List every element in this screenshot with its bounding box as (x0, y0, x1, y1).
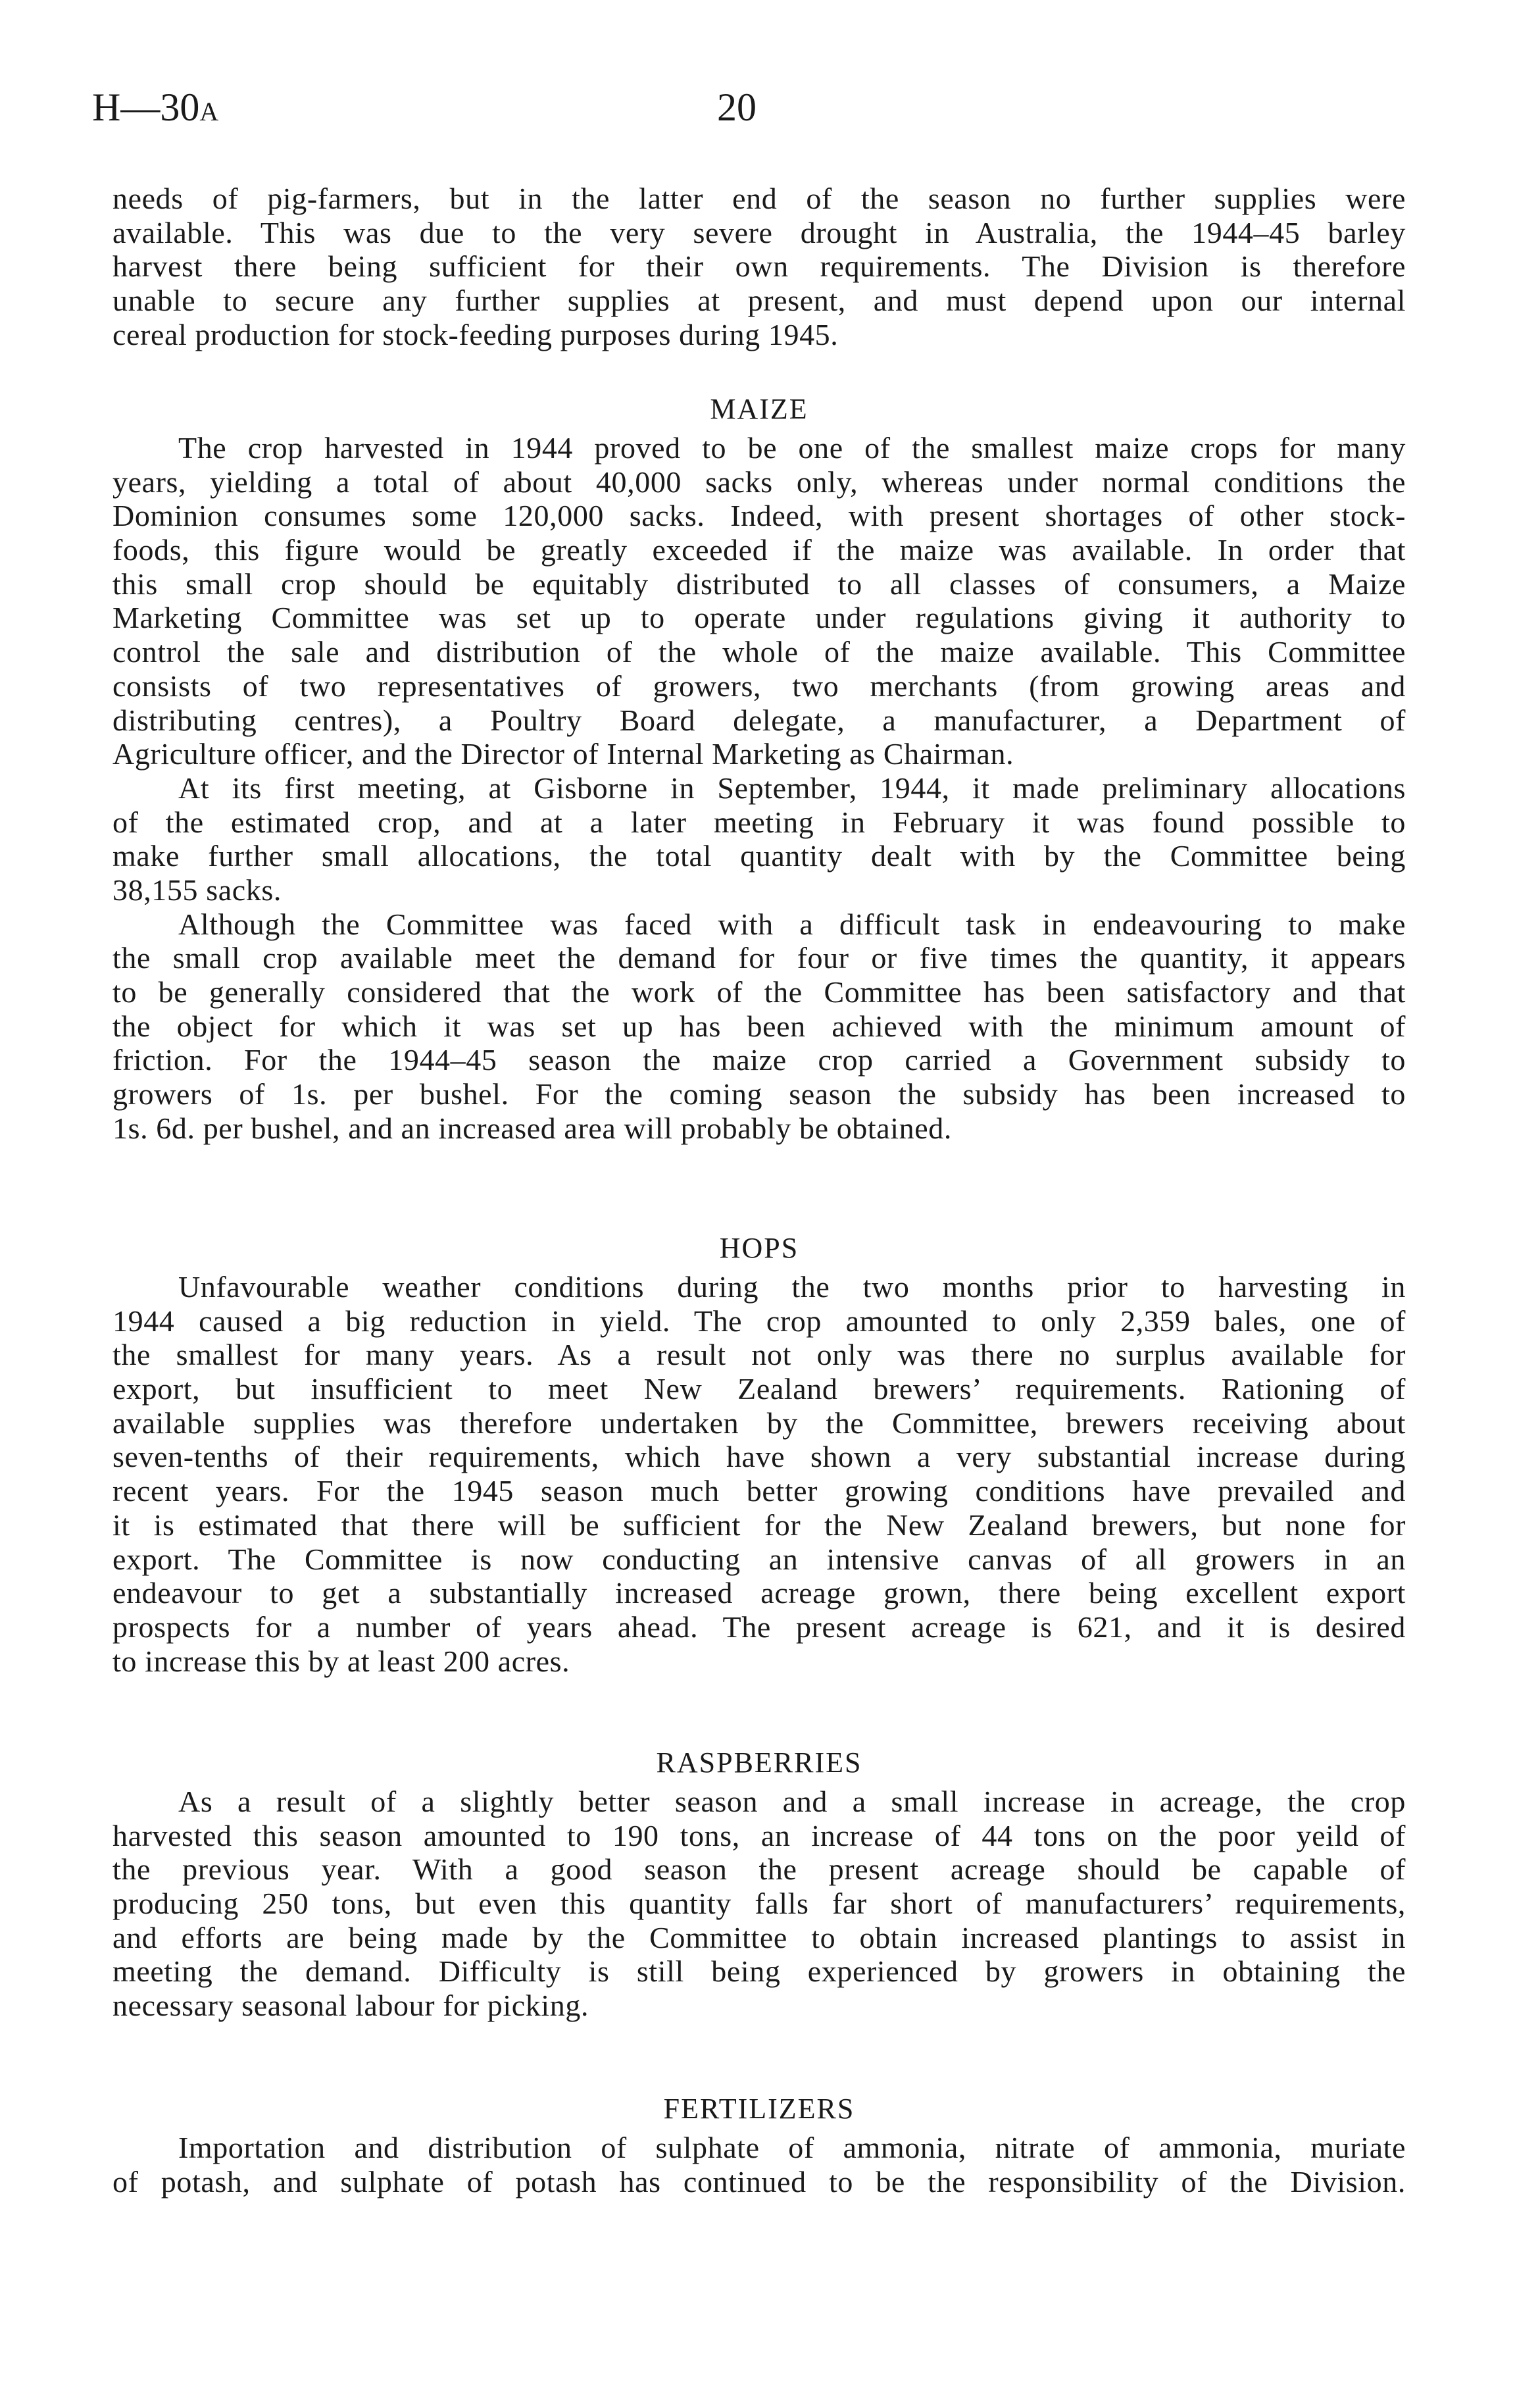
text-line: consists of two representatives of growers, two merchants (from growing areas and (112, 669, 1406, 703)
text-line: friction. For the 1944–45 season the maize crop carried a Government subsidy to (112, 1043, 1406, 1077)
text-line: meeting the demand. Difficulty is still being experienced by growers in obtaining the (112, 1954, 1406, 1989)
text-line: cereal production for stock-feeding purposes during 1945. (112, 317, 839, 351)
text-line: years, yielding a total of about 40,000 sacks only, whereas under normal conditions the (112, 465, 1406, 499)
text-line: Importation and distribution of sulphate of ammonia, nitrate of ammonia, muriate (178, 2131, 1406, 2164)
text-line: make further small allocations, the total quantity dealt with by the Committee being (112, 839, 1406, 873)
text-line: harvested this season amounted to 190 tons, an increase of 44 tons on the poor yeild of (112, 1818, 1406, 1852)
text-line: the previous year. With a good season the present acreage should be capable of (112, 1852, 1406, 1887)
text-line: of potash, and sulphate of potash has continued to be the responsibility of the Division. (112, 2164, 1406, 2199)
section-heading: MAIZE (710, 393, 808, 425)
text-line: export, but insufficient to meet New Zealand brewers’ requirements. Rationing of (112, 1372, 1406, 1406)
text-line: The crop harvested in 1944 proved to be one of the smallest maize crops for many (178, 431, 1406, 465)
text-line: foods, this figure would be greatly exceeded if the maize was available. In order that (112, 533, 1406, 567)
section-heading: RASPBERRIES (656, 1746, 862, 1779)
text-line: necessary seasonal labour for picking. (112, 1989, 589, 2023)
section-raspberries (112, 1746, 1406, 2023)
text-line: of the estimated crop, and at a later meeting in February it was found possible to (112, 805, 1406, 839)
section-heading: FERTILIZERS (663, 2093, 855, 2125)
text-line: growers of 1s. per bushel. For the coming season the subsidy has been increased to (112, 1077, 1406, 1111)
text-line: producing 250 tons, but even this quantity falls far short of manufacturers’ requirements, (112, 1887, 1406, 1921)
section-hops (112, 1231, 1406, 1678)
text-line: distributing centres), a Poultry Board delegate, a manufacturer, a Department of (112, 703, 1406, 737)
text-line: available. This was due to the very severe drought in Australia, the 1944–45 barley (112, 215, 1406, 249)
text-line: 1s. 6d. per bushel, and an increased area will probably be obtained. (112, 1111, 952, 1145)
text-line: the smallest for many years. As a result not only was there no surplus available for (112, 1338, 1406, 1372)
document-code-suffix: A (199, 97, 219, 126)
text-line: the object for which it was set up has been achieved with the minimum amount of (112, 1009, 1406, 1043)
text-line: export. The Committee is now conducting an intensive canvas of all growers in an (112, 1542, 1406, 1576)
text-line: this small crop should be equitably distributed to all classes of consumers, a Maize (112, 567, 1406, 601)
text-line: to increase this by at least 200 acres. (112, 1644, 570, 1678)
paragraph (112, 431, 1406, 771)
page-number: 20 (717, 86, 757, 129)
text-line: recent years. For the 1945 season much better growing conditions have prevailed and (112, 1474, 1406, 1508)
text-line: As a result of a slightly better season and a small increase in acreage, the crop (178, 1785, 1406, 1818)
text-line: to be generally considered that the work of the Committee has been satisfactory and that (112, 975, 1406, 1009)
document-code (92, 84, 218, 135)
text-line: At its first meeting, at Gisborne in September, 1944, it made preliminary allocations (178, 771, 1406, 805)
paragraph (112, 1270, 1406, 1678)
text-line: Although the Committee was faced with a difficult task in endeavouring to make (178, 907, 1406, 941)
section-maize (112, 392, 1406, 1145)
text-line: available supplies was therefore undertaken by the Committee, brewers receiving about (112, 1406, 1406, 1440)
text-line: 1944 caused a big reduction in yield. The crop amounted to only 2,359 bales, one of (112, 1304, 1406, 1338)
text-line: and efforts are being made by the Committee to obtain increased plantings to assist in (112, 1920, 1406, 1954)
text-line: harvest there being sufficient for their own requirements. The Division is therefore (112, 249, 1406, 284)
paragraph (112, 771, 1406, 907)
paragraph (112, 182, 1406, 351)
text-line: it is estimated that there will be sufficient for the New Zealand brewers, but none for (112, 1508, 1406, 1542)
section-heading: HOPS (719, 1232, 799, 1264)
text-line: Dominion consumes some 120,000 sacks. Indeed, with present shortages of other stock- (112, 499, 1406, 533)
text-line: the small crop available meet the demand for four or five times the quantity, it appears (112, 941, 1406, 975)
paragraph (112, 2131, 1406, 2199)
text-line: Agriculture officer, and the Director of Internal Marketing as Chairman. (112, 737, 1014, 771)
paragraph (112, 1785, 1406, 2023)
section-fertilizers (112, 2092, 1406, 2199)
text-line: Marketing Committee was set up to operate under regulations giving it authority to (112, 601, 1406, 635)
text-line: prospects for a number of years ahead. The present acreage is 621, and it is desired (112, 1610, 1406, 1644)
text-line: needs of pig-farmers, but in the latter end of the season no further supplies were (112, 182, 1406, 215)
paragraph (112, 907, 1406, 1146)
text-line: endeavour to get a substantially increased acreage grown, there being excellent export (112, 1576, 1406, 1610)
text-line: 38,155 sacks. (112, 873, 282, 907)
text-line: Unfavourable weather conditions during the two months prior to harvesting in (178, 1270, 1406, 1304)
section-continued (112, 182, 1406, 351)
text-line: unable to secure any further supplies at present, and must depend upon our internal (112, 284, 1406, 318)
text-line: seven-tenths of their requirements, which have shown a very substantial increase during (112, 1440, 1406, 1474)
text-line: control the sale and distribution of the whole of the maize available. This Committee (112, 635, 1406, 669)
document-code-main: H—30 (92, 86, 200, 129)
